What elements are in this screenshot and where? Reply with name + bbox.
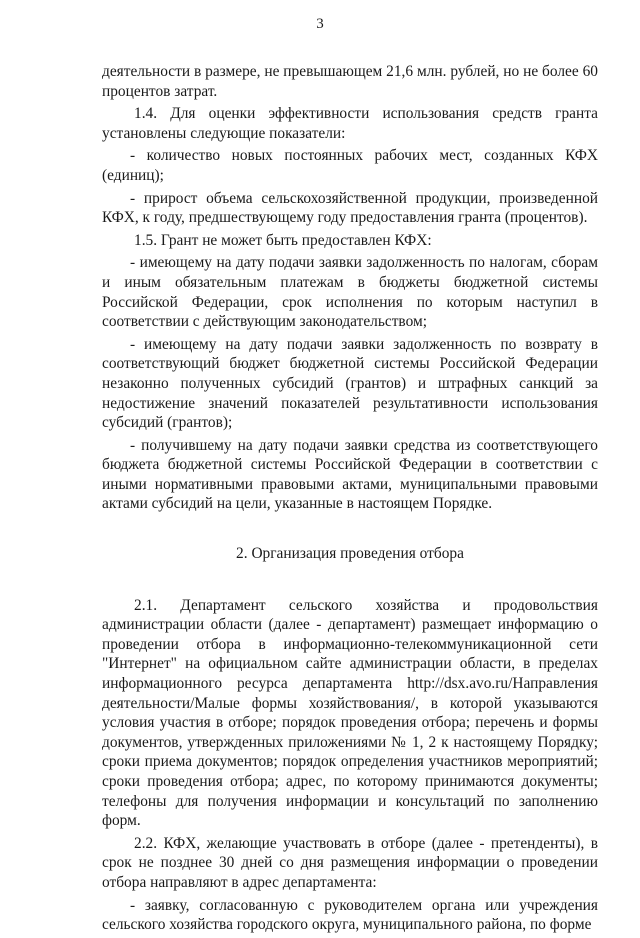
list-item-application: - заявку, согласованную с руководителем органа или учреждения сельского хозяйства городского округа, муниципального района, по форме: [102, 896, 598, 934]
paragraph-1-4: 1.4. Для оценки эффективности использования средств гранта установлены следующие показатели:: [102, 105, 598, 142]
section-heading: 2. Организация проведения отбора: [236, 545, 464, 563]
list-item-subsidy-debt: - имеющему на дату подачи заявки задолженность по возврату в соответствующий бюджет бюджетной системы Российской Федерации незаконно полученных субсидий (грантов) и штрафных санкций за недостижение значений показателей результативности использования субсидий (грантов);: [102, 335, 598, 432]
list-item-jobs: - количество новых постоянных рабочих мест, созданных КФХ (единиц);: [102, 147, 598, 184]
paragraph-1-5: 1.5. Грант не может быть предоставлен КФХ:: [134, 231, 432, 249]
paragraph-2-2: 2.2. КФХ, желающие участвовать в отборе (далее - претенденты), в срок не позднее 30 дней со дня размещения информации о проведении отбора направляют в адрес департамента:: [102, 834, 598, 891]
list-item-received-funds: - получившему на дату подачи заявки средства из соответствующего бюджета бюджетной системы Российской Федерации в соответствии с иными нормативными правовыми актами, муниципальными правовыми актами субсидий на цели, указанные в настоящем Порядке.: [102, 436, 598, 513]
list-item-growth: - прирост объема сельскохозяйственной продукции, произведенной КФХ, к году, предшествующему году предоставления гранта (процентов).: [102, 189, 598, 227]
document-body: [102, 62, 598, 938]
list-item-tax-debt: - имеющему на дату подачи заявки задолженность по налогам, сборам и иным обязательным платежам в бюджеты бюджетной системы Российской Федерации, срок исполнения по которым наступил в соответствии с действующим законодательством;: [102, 254, 598, 331]
page-number: 3: [316, 16, 324, 32]
paragraph-2-1: 2.1. Департамент сельского хозяйства и продовольствия администрации области (далее - департамент) размещает информацию о проведении отбора в информационно-телекоммуникационной сети "Интернет" на официальном сайте администрации области, в пределах информационного ресурса департамента http://dsx.avo.ru/Направления деятельности/Малые формы хозяйствования/, в которой указываются условия участия в отборе; порядок проведения отбора; перечень и формы документов, утвержденных приложениями № 1, 2 к настоящему Порядку; сроки приема документов; порядок определения участников мероприятий; сроки проведения отбора; адрес, по которому принимаются документы; телефоны для получения информации и консультаций по заполнению форм.: [102, 596, 598, 830]
paragraph-continuation: деятельности в размере, не превышающем 21,6 млн. рублей, но не более 60 процентов затрат.: [102, 63, 598, 100]
